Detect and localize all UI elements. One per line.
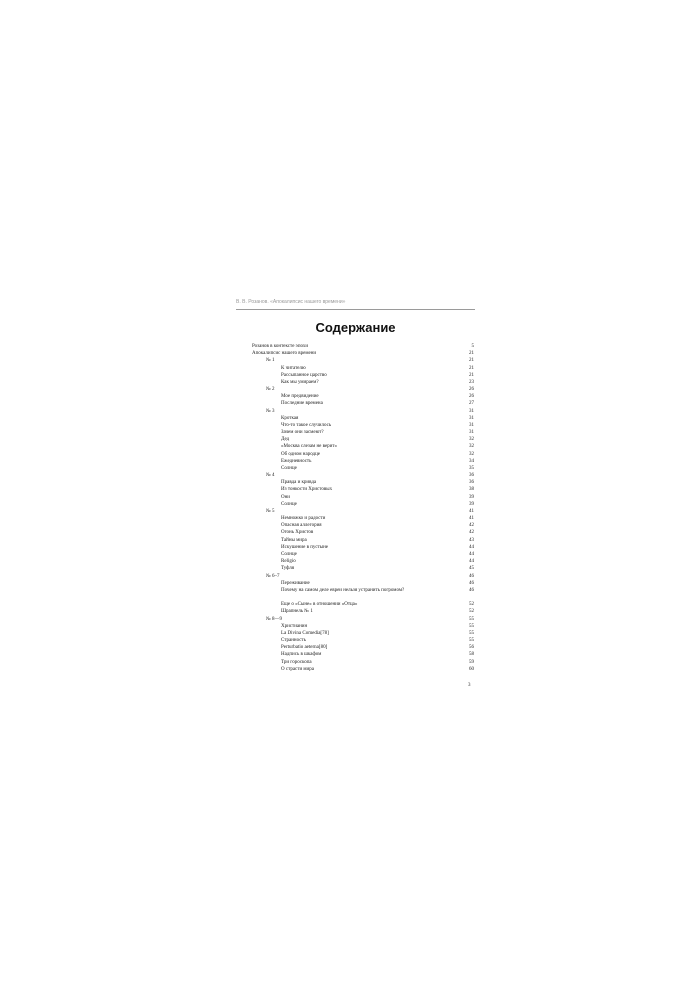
toc-entry-page: 27 — [469, 401, 474, 407]
toc-entry-page: 52 — [469, 609, 474, 615]
toc-entry-page: 21 — [469, 365, 474, 371]
toc-entry-page: 21 — [469, 351, 474, 357]
toc-entry[interactable] — [252, 443, 474, 450]
toc-entry[interactable] — [252, 522, 474, 529]
toc-entry[interactable] — [252, 422, 474, 429]
toc-entry-label: Рассыпанное царство — [281, 372, 327, 378]
toc-entry[interactable] — [252, 587, 474, 601]
toc-entry-label: Солнце — [281, 551, 297, 557]
toc-entry-page: 34 — [469, 458, 474, 464]
toc-entry[interactable] — [252, 501, 474, 508]
toc-entry[interactable] — [252, 343, 474, 350]
toc-entry-page: 32 — [469, 437, 474, 443]
page-number: 3 — [468, 683, 471, 688]
toc-entry-label: № 4 — [266, 473, 275, 479]
toc-entry-page: 45 — [469, 566, 474, 572]
toc-entry[interactable] — [252, 436, 474, 443]
toc-entry-page: 31 — [469, 430, 474, 436]
toc-entry[interactable] — [252, 616, 474, 623]
toc-entry-label: № 2 — [266, 387, 275, 393]
toc-entry-label: Надпись в шкафом — [281, 652, 322, 658]
toc-entry-page: 31 — [469, 415, 474, 421]
toc-entry-label: Последние времена — [281, 401, 323, 407]
toc-entry-page: 31 — [469, 422, 474, 428]
toc-entry-label: Perturbatio aeterna[80] — [281, 645, 328, 651]
toc-entry[interactable] — [252, 486, 474, 493]
header-rule — [236, 309, 475, 310]
toc-entry-label: Из тонкости Христовых — [281, 487, 333, 493]
toc-entry-page: 55 — [469, 616, 474, 622]
toc-entry-page: 31 — [469, 408, 474, 414]
toc-entry-label: № 5 — [266, 508, 275, 514]
toc-entry-page: 23 — [469, 379, 474, 385]
toc-entry[interactable] — [252, 408, 474, 415]
toc-entry-page: 41 — [469, 516, 474, 522]
toc-entry-page: 46 — [469, 580, 474, 586]
toc-entry-page: 26 — [469, 387, 474, 393]
toc-entry-label: Искушение в пустыне — [281, 544, 329, 550]
toc-entry[interactable] — [252, 494, 474, 501]
toc-entry[interactable] — [252, 458, 474, 465]
toc-entry[interactable] — [252, 350, 474, 357]
toc-entry-label: Три гороскопа — [281, 659, 312, 665]
toc-entry[interactable] — [252, 573, 474, 580]
toc-entry-page: 41 — [469, 508, 474, 514]
toc-entry-page: 5 — [471, 344, 474, 349]
toc-entry[interactable] — [252, 529, 474, 536]
toc-entry[interactable] — [252, 608, 474, 615]
toc-entry[interactable] — [252, 565, 474, 572]
toc-entry-label: Religio — [281, 559, 296, 565]
toc-entry[interactable] — [252, 365, 474, 372]
toc-entry[interactable] — [252, 644, 474, 651]
toc-entry-label: Опасная аллегория — [281, 523, 322, 529]
toc-entry-page: 44 — [469, 559, 474, 565]
toc-entry[interactable] — [252, 580, 474, 587]
toc-entry[interactable] — [252, 472, 474, 479]
toc-entry-label: Солнце — [281, 501, 297, 507]
toc-entry-page: 52 — [469, 602, 474, 608]
toc-entry-label: Переживание — [281, 580, 310, 586]
toc-entry[interactable] — [252, 379, 474, 386]
toc-entry[interactable] — [252, 451, 474, 458]
toc-entry-page: 44 — [469, 551, 474, 557]
toc-entry[interactable] — [252, 651, 474, 658]
toc-entry-label: Шрапнель № 1 — [281, 609, 313, 615]
toc-entry-label: Ежедневность — [281, 458, 312, 464]
toc-entry-label: Мое предвидение — [281, 394, 319, 400]
toc-entry-page: 21 — [469, 372, 474, 378]
toc-entry[interactable] — [252, 515, 474, 522]
toc-entry-page: 44 — [469, 544, 474, 550]
toc-entry[interactable] — [252, 637, 474, 644]
toc-entry-label: Тайны мира — [281, 537, 307, 543]
toc-entry-page: 36 — [469, 473, 474, 479]
toc-entry-page: 55 — [469, 623, 474, 629]
toc-entry[interactable] — [252, 357, 474, 364]
toc-entry-label: О страсти мира — [281, 666, 314, 672]
running-header-text: В. В. Розанов. «Апокалипсис нашего времени» — [236, 299, 346, 305]
toc-entry[interactable] — [252, 623, 474, 630]
toc-entry-label: № 1 — [266, 358, 275, 364]
toc-entry-label: Розанов в контексте эпохи — [252, 344, 309, 349]
toc-entry[interactable] — [252, 659, 474, 666]
toc-entry[interactable] — [252, 372, 474, 379]
toc-entry[interactable] — [252, 479, 474, 486]
toc-entry-label: Правда и кривда — [281, 480, 317, 486]
toc-entry-label: Солнце — [281, 465, 297, 471]
toc-entry-page: 46 — [469, 587, 474, 593]
table-of-contents — [252, 343, 474, 673]
toc-entry-label: № 8—9 — [266, 616, 283, 622]
toc-entry-page: 35 — [469, 465, 474, 471]
toc-entry-page: 32 — [469, 451, 474, 457]
toc-entry-label: La Divina Comedia[78] — [281, 630, 329, 636]
toc-entry-label: Туфля — [281, 566, 295, 572]
toc-entry-label: Как мы умираем? — [281, 379, 319, 385]
toc-entry-page: 42 — [469, 530, 474, 536]
toc-entry[interactable] — [252, 537, 474, 544]
toc-entry-page: 39 — [469, 501, 474, 507]
toc-entry[interactable] — [252, 551, 474, 558]
toc-entry-page: 46 — [469, 573, 474, 579]
toc-entry-label: Огонь Христов — [281, 530, 314, 536]
toc-entry[interactable] — [252, 558, 474, 565]
toc-entry[interactable] — [252, 386, 474, 393]
toc-entry[interactable] — [252, 666, 474, 673]
toc-entry-label: Странность — [281, 638, 306, 644]
toc-entry-page: 38 — [469, 487, 474, 493]
toc-entry-label: Они — [281, 494, 290, 500]
toc-entry-page: 60 — [469, 666, 474, 672]
toc-entry[interactable] — [252, 429, 474, 436]
toc-entry-label: № 3 — [266, 408, 275, 414]
toc-entry-page: 59 — [469, 659, 474, 665]
toc-entry-page: 55 — [469, 630, 474, 636]
toc-entry[interactable] — [252, 508, 474, 515]
toc-entry-page: 36 — [469, 480, 474, 486]
toc-entry-label: Зачем они засмеют? — [281, 430, 324, 436]
toc-entry[interactable] — [252, 544, 474, 551]
toc-entry-page: 39 — [469, 494, 474, 500]
toc-entry-label: Кроткая — [281, 415, 299, 421]
toc-entry[interactable] — [252, 465, 474, 472]
toc-entry-page: 43 — [469, 537, 474, 543]
toc-entry-label: Почему на самом деле евреи нельзя устранить погромом? — [281, 587, 405, 593]
toc-entry-page: 56 — [469, 645, 474, 651]
toc-entry[interactable] — [252, 393, 474, 400]
toc-entry-page: 21 — [469, 358, 474, 364]
toc-entry[interactable] — [252, 415, 474, 422]
toc-entry-label: Апокалипсис нашего времени — [252, 351, 317, 357]
toc-entry-page: 26 — [469, 394, 474, 400]
toc-entry-label: Дед — [281, 437, 290, 443]
toc-entry-label: Еще о «Сыне» в отношении «Отца» — [281, 602, 358, 608]
toc-entry-page: 32 — [469, 444, 474, 450]
page-title: Содержание — [315, 320, 396, 335]
toc-entry-label: Об одном народце — [281, 451, 320, 457]
toc-entry-label: Немножко и радости — [281, 516, 326, 522]
toc-entry[interactable] — [252, 630, 474, 637]
toc-entry-label: Христианин — [281, 623, 308, 629]
toc-entry-page: 58 — [469, 652, 474, 658]
toc-entry-page: 55 — [469, 638, 474, 644]
toc-entry-page: 42 — [469, 523, 474, 529]
toc-entry[interactable] — [252, 601, 474, 608]
toc-entry-label: К читателю — [281, 365, 306, 371]
toc-entry-label: № 6–7 — [266, 573, 280, 579]
toc-entry-label: «Москва слезам не верит» — [281, 444, 338, 450]
toc-entry-label: Что-то такое случилось — [281, 422, 332, 428]
toc-entry[interactable] — [252, 400, 474, 407]
